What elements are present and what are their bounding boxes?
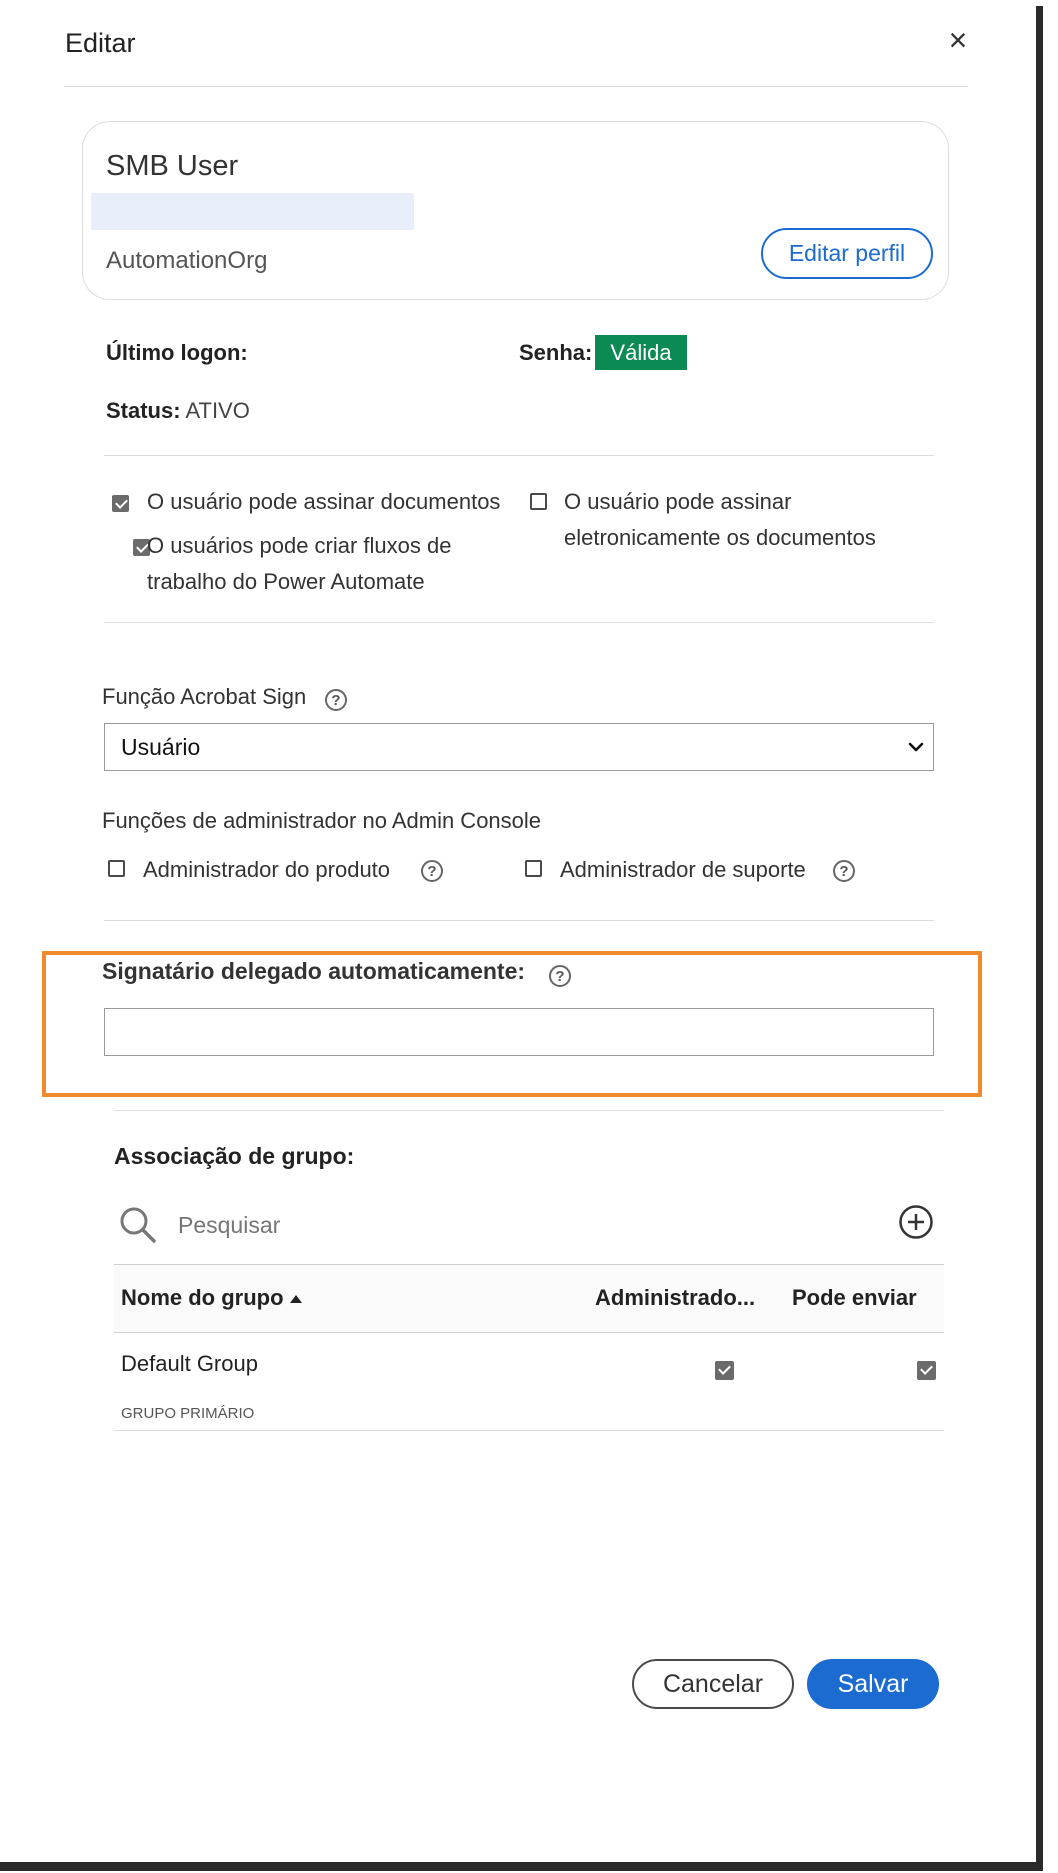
- edit-profile-button[interactable]: Editar perfil: [761, 228, 933, 279]
- last-logon-label: Último logon:: [106, 340, 248, 365]
- column-header-group-name-label: Nome do grupo: [121, 1285, 284, 1310]
- close-icon[interactable]: ×: [948, 22, 968, 58]
- table-border: [114, 1332, 944, 1333]
- checkbox-sign-documents-label: O usuário pode assinar documentos: [147, 489, 501, 514]
- group-membership-title: Associação de grupo:: [114, 1143, 355, 1169]
- password-status-badge: Válida: [595, 335, 687, 370]
- dialog-shadow-bottom: [0, 1862, 1043, 1871]
- cancel-button[interactable]: Cancelar: [632, 1659, 794, 1709]
- help-icon[interactable]: ?: [421, 860, 443, 882]
- checkbox-power-automate-label-line2: trabalho do Power Automate: [147, 569, 425, 594]
- checkbox-power-automate-label: O usuários pode criar fluxos de: [147, 533, 452, 558]
- profile-org: AutomationOrg: [106, 247, 268, 274]
- divider: [104, 455, 934, 456]
- sort-ascending-icon: [290, 1295, 302, 1303]
- profile-name: SMB User: [106, 150, 239, 182]
- title-divider: [64, 86, 968, 87]
- role-label: Função Acrobat Sign: [102, 684, 307, 709]
- email-redacted-block: [91, 193, 414, 230]
- status-label: Status:: [106, 398, 181, 423]
- group-row-name: Default Group: [121, 1351, 258, 1376]
- group-row-primary-tag: GRUPO PRIMÁRIO: [121, 1405, 255, 1422]
- column-header-group-name[interactable]: [121, 1285, 302, 1311]
- role-select[interactable]: [104, 723, 934, 771]
- status-value: ATIVO: [185, 398, 250, 423]
- divider: [104, 920, 934, 921]
- save-button[interactable]: Salvar: [807, 1659, 939, 1709]
- add-group-icon[interactable]: [898, 1204, 934, 1240]
- delegate-signer-label: Signatário delegado automaticamente:: [102, 958, 526, 984]
- help-icon[interactable]: ?: [549, 965, 571, 987]
- checkbox-sign-documents[interactable]: [112, 495, 129, 512]
- divider: [114, 1110, 944, 1111]
- checkbox-product-admin[interactable]: [108, 860, 125, 877]
- divider: [104, 622, 934, 623]
- chevron-down-icon[interactable]: [905, 736, 927, 758]
- checkbox-esign-documents-label: O usuário pode assinar: [564, 489, 792, 514]
- checkbox-esign-documents-label-line2: eletronicamente os documentos: [564, 525, 876, 550]
- dialog-title: Editar: [65, 28, 136, 58]
- dialog-shadow-right: [1036, 6, 1043, 1870]
- admin-roles-label: Funções de administrador no Admin Console: [102, 808, 542, 833]
- column-header-can-send[interactable]: Pode enviar: [792, 1285, 917, 1310]
- checkbox-group-admin[interactable]: [715, 1361, 734, 1380]
- group-search-input[interactable]: [178, 1207, 678, 1243]
- search-icon: [118, 1205, 158, 1245]
- status-row: [106, 398, 250, 424]
- help-icon[interactable]: ?: [325, 689, 347, 711]
- column-header-admin[interactable]: Administrado...: [595, 1285, 756, 1310]
- table-border: [114, 1430, 944, 1431]
- checkbox-support-admin[interactable]: [525, 860, 542, 877]
- password-label: Senha:: [519, 340, 593, 365]
- checkbox-product-admin-label: Administrador do produto: [143, 857, 391, 882]
- delegate-signer-input[interactable]: [104, 1008, 934, 1056]
- checkbox-esign-documents[interactable]: [530, 493, 547, 510]
- checkbox-support-admin-label: Administrador de suporte: [560, 857, 806, 882]
- role-select-value: Usuário: [121, 733, 201, 760]
- help-icon[interactable]: ?: [833, 860, 855, 882]
- checkbox-group-can-send[interactable]: [917, 1361, 936, 1380]
